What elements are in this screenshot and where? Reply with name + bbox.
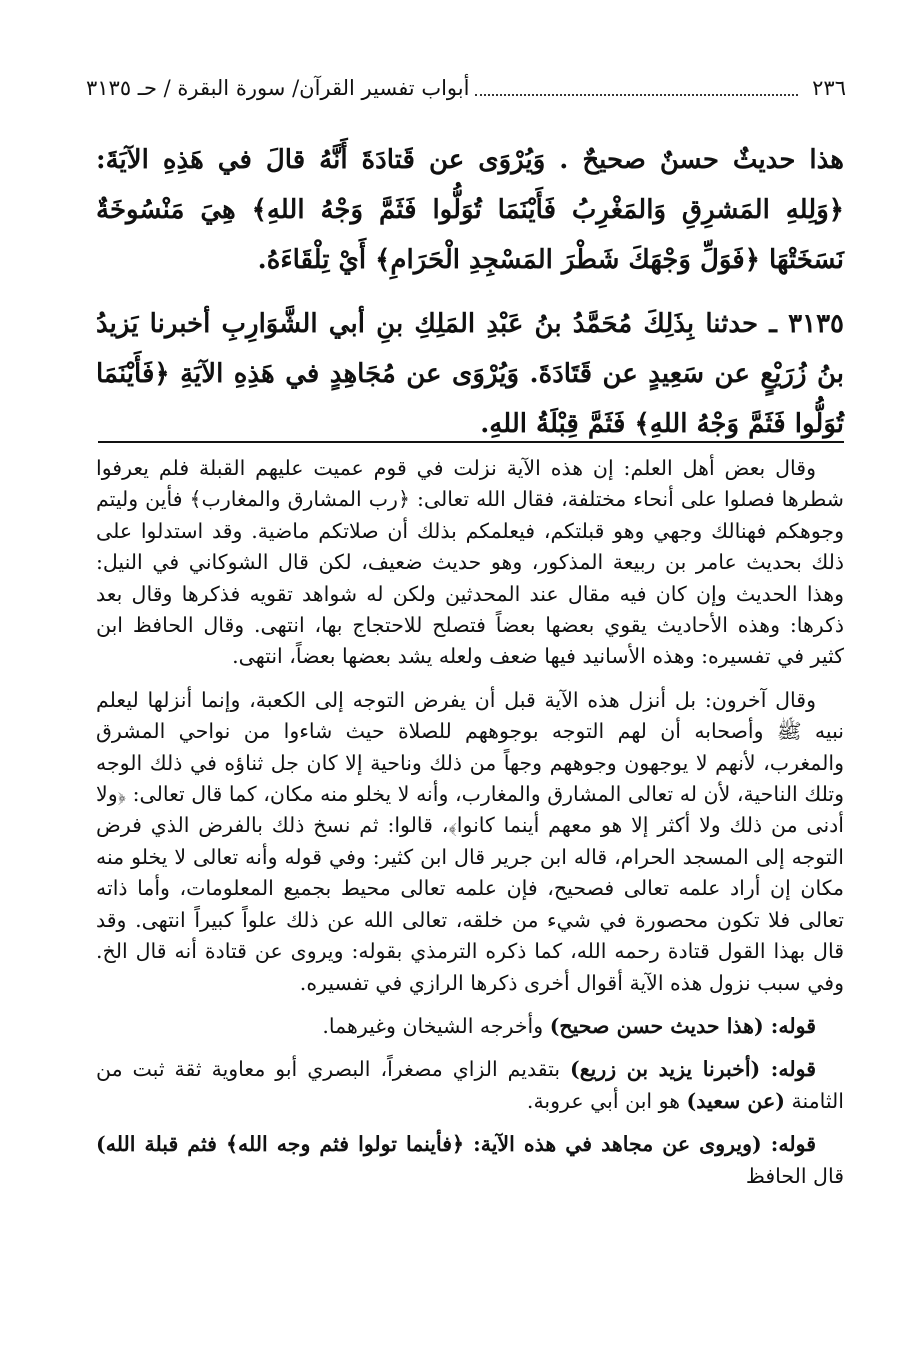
running-title: أبواب تفسير القرآن/ سورة البقرة / حـ ٣١٣٥ (86, 76, 470, 100)
separator-rule (98, 441, 844, 443)
main-text (96, 135, 844, 449)
running-header (86, 68, 846, 108)
commentary-paragraph-3 (96, 1011, 844, 1042)
hadith-paragraph: ٣١٣٥ ـ حدثنا بِذَلِكَ مُحَمَّدُ بنُ عَبْدِ المَلِكِ بنِ أبي الشَّوَارِبِ أخبرنا يَزيدُ بنُ زُرَيْعٍ عن سَعِيدٍ عن قَتَادَةَ. وَيُرْوَى عن مُجَاهِدٍ في هَذِهِ الآيَةِ ﴿فَأَيْنَمَا تُوَلُّوا فَثَمَّ وَجْهُ اللهِ﴾ فَثَمَّ قِبْلَةُ اللهِ. (96, 309, 844, 439)
commentary-paragraph-1: وقال بعض أهل العلم: إن هذه الآية نزلت في قوم عميت عليهم القبلة فلم يعرفوا شطرها فصلوا على أنحاء مختلفة، فقال الله تعالى: ﴿رب المشارق والمغارب﴾ فأين وليتم وجوهكم فهنالك وجهي وهو قبلتكم، فيعلمكم بذلك أن صلاتكم ماضية. وقد استدلوا على ذلك بحديث عامر بن ربيعة المذكور، وهو حديث ضعيف، لكن قال الشوكاني في النيل: وهذا الحديث وإن كان فيه مقال عند المحدثين ولكن له شواهد تقويه فذكرها وقال بعد ذكرها: وهذه الأحاديث يقوي بعضها بعضاً فتصلح للاحتجاج بها، انتهى. وقال الحافظ ابن كثير في تفسيره: وهذه الأسانيد فيها ضعف ولعله يشد بعضها بعضاً، انتهى. (96, 456, 844, 669)
commentary-text: بتقديم الزاي مصغراً، البصري أبو معاوية ثقة ثبت من الثامنة (96, 1057, 844, 1113)
commentary-text: هو ابن أبي عروبة. (526, 1088, 687, 1113)
commentary-paragraph-2: وقال آخرون: بل أنزل هذه الآية قبل أن يفرض التوجه إلى الكعبة، وإنما أنزلها ليعلم نبيه ﷺ وأصحابه أن لهم التوجه بوجوههم للصلاة حيث شاءوا من نواحي المشرق والمغرب، لأنهم لا يوجهون وجوههم وجهاً من ذلك وناحية إلا كان جل ثناؤه في ذلك الوجه وتلك الناحية، لأن له تعالى المشارق والمغارب، وأنه لا يخلو منه مكان، كما قال تعالى: ﴿ولا أدنى من ذلك ولا أكثر إلا هو معهم أينما كانوا﴾، قالوا: ثم نسخ ذلك بالفرض الذي فرض التوجه إلى المسجد الحرام، قاله ابن جرير قال ابن كثير: وفي قوله وأنه تعالى لا يخلو منه مكان إن أراد علمه تعالى فصحيح، فإن علمه تعالى محيط بجميع المعلومات، وأما ذاته تعالى فلا تكون محصورة في شيء من خلقه، تعالى الله عن ذلك علواً كبيراً انتهى. وقد قال بهذا القول قتادة رحمه الله، كما ذكره الترمذي بقوله: ويروى عن قتادة أنه قال الخ. وفي سبب نزول هذه الآية أقوال أخرى ذكرها الرازي في تفسيره. (96, 687, 844, 995)
quoted-lemma: قوله: (ويروى عن مجاهد في هذه الآية: ﴿فأينما تولوا فثم وجه الله﴾ فثم قبلة الله) (96, 1132, 816, 1157)
commentary-text: وأخرجه الشيخان وغيرهما. (322, 1013, 550, 1038)
quoted-lemma: قوله: (هذا حديث حسن صحيح) (549, 1013, 816, 1038)
page-number: ٢٣٦ (812, 76, 846, 100)
quoted-lemma: (عن سعيد) (686, 1088, 785, 1113)
header-dotted-leader (475, 80, 798, 96)
commentary-paragraph-4 (96, 1054, 844, 1117)
commentary (96, 453, 844, 1204)
commentary-paragraph-5 (96, 1129, 844, 1192)
main-paragraph: هذا حديثٌ حسنٌ صحيحٌ . وَيُرْوَى عن قَتادَةَ أَنَّهُ قالَ في هَذِهِ الآيَةَ: ﴿وَلِلهِ المَشرِقِ وَالمَغْرِبُ فَأَيْنَمَا تُوَلُّوا فَثَمَّ وَجْهُ اللهِ﴾ هِيَ مَنْسُوخَةٌ نَسَخَتْهَا ﴿فَوَلِّ وَجْهَكَ شَطْرَ المَسْجِدِ الْحَرَامِ﴾ أَيْ تِلْقَاءَهُ. (96, 145, 844, 275)
quoted-lemma: قوله: (أخبرنا يزيد بن زريع) (570, 1057, 816, 1082)
commentary-text: قال الحافظ (745, 1163, 844, 1188)
